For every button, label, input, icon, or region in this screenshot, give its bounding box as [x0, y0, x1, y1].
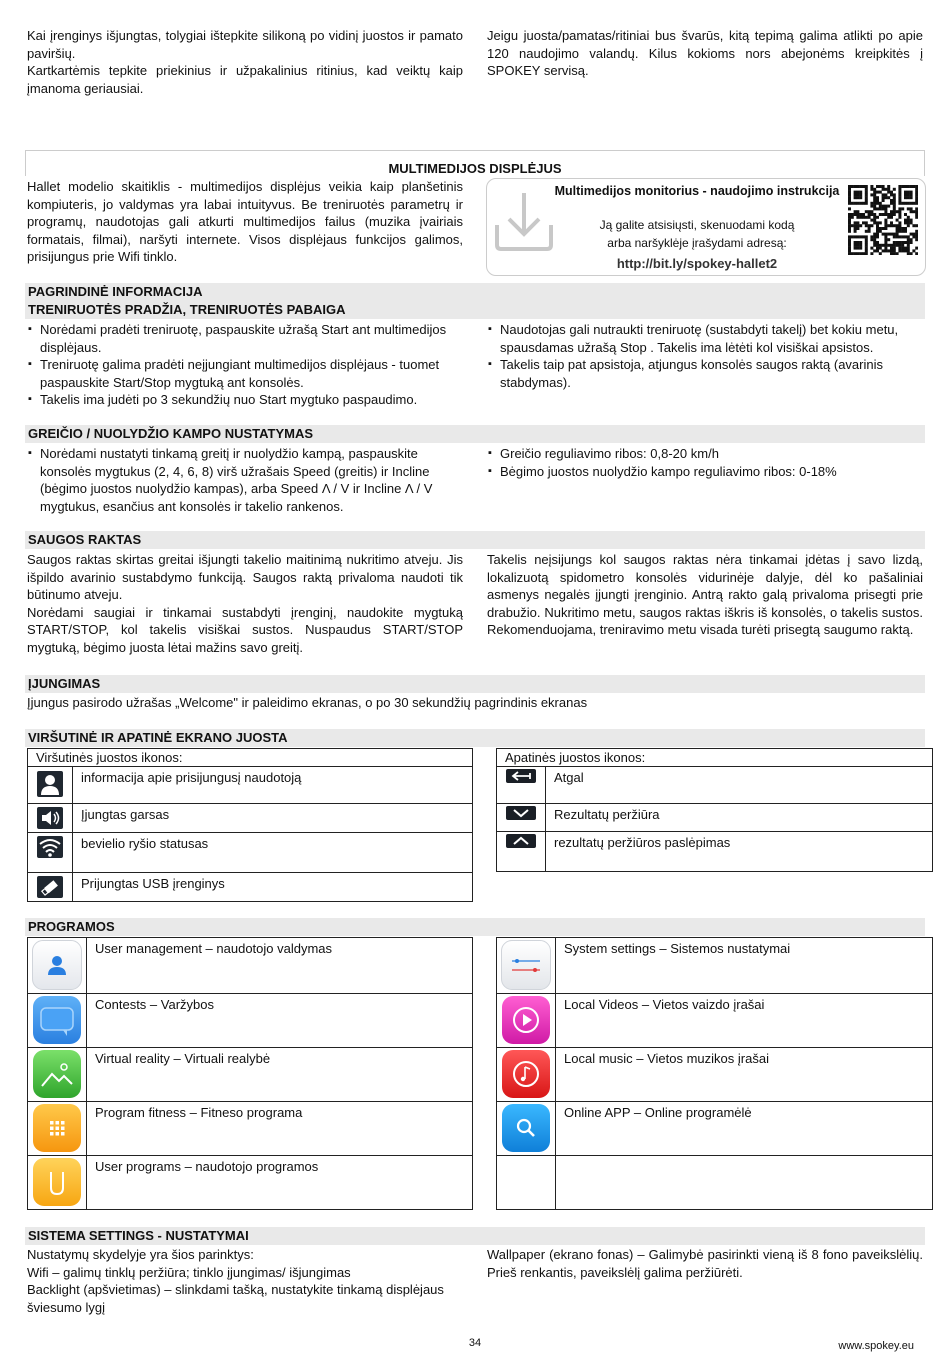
- safety-key-header: SAUGOS RAKTAS: [25, 531, 925, 549]
- user-programs-icon: [33, 1158, 81, 1206]
- list-item: ▪ Treniruotę galima pradėti neįjungiant multimedijos displėjaus - tuomet paspauskite Start/Stop mygtuką ant konsolės.: [27, 356, 463, 391]
- safety-key-text-left: Saugos raktas skirtas greitai išjungti takelio maitinimą nukritimo atveju. Jis išpildo avarinio sustabdymo funkciją. Saugos raktą privaloma naudoti tik būtinumo atveju. Norėdami saugiai ir tinkamai sustabdyti įrenginį, naudokite mygtuką START/STOP, kol takelis visiškai sustos. Nuspaudus START/STOP mygtuką, bėgimo juosta lėtai mažins savo greitį.: [27, 552, 463, 655]
- multimedia-text: Hallet modelio skaitiklis - multimedijos displėjus veikia kaip planšetinis kompiuteris, jo valdymas yra labai intuityvus. Be treniruotės parametrų ir programų, naudotojas gali atkurti multimedijos failus (muzika įvairiais formatais, filmai), naršyti internete. Visos displėjaus funkcijos galimos, prisijungus prie Wifi tinklo.: [27, 179, 463, 264]
- programs-table-left: [27, 937, 473, 1210]
- top-bar-item-label: Prijungtas USB įrenginys: [73, 873, 473, 902]
- top-bar-item-label: informacija apie prisijungusį naudotoją: [73, 767, 473, 804]
- programs-header: PROGRAMOS: [25, 918, 925, 936]
- local-videos-icon: [502, 996, 550, 1044]
- workout-start-header: TRENIRUOTĖS PRADŽIA, TRENIRUOTĖS PABAIGA: [25, 301, 925, 319]
- list-item: ▪ Norėdami nustatyti tinkamą greitį ir nuolydžio kampą, paspauskite konsolės mygtukus (2, 4, 6, 8) virš užrašais Speed (greitis) ir Incline (bėgimo juostos nuolydžio kampas), arba Speed Λ / V ir Incline Λ / V mygtukus, esančius ant konsolės ir takelio rankenos.: [27, 445, 463, 515]
- instruction-box-line2: arba naršyklėje įrašydami adresą:: [607, 236, 787, 250]
- bottom-bar-icons-table: [496, 748, 933, 872]
- program-label: Local music – Vietos muzikos įrašai: [556, 1048, 933, 1102]
- instruction-box-line1: Ją galite atsisiųsti, skenuodami kodą: [599, 218, 795, 232]
- chevron-up-icon: [506, 834, 536, 848]
- top-bar-item-label: bevielio ryšio statusas: [73, 833, 473, 873]
- instruction-url-link[interactable]: http://bit.ly/spokey-hallet2: [616, 256, 778, 271]
- program-label: System settings – Sistemos nustatymai: [556, 938, 933, 994]
- program-label: Local Videos – Vietos vaizdo įrašai: [556, 994, 933, 1048]
- bottom-bar-item-label: Atgal: [546, 767, 933, 804]
- program-label: User management – naudotojo valdymas: [87, 938, 473, 994]
- bottom-bar-item-label: Rezultatų peržiūra: [546, 804, 933, 832]
- top-bar-icons-table: [27, 748, 473, 902]
- list-item: ▪ Bėgimo juostos nuolydžio kampo reguliavimo ribos: 0-18%: [487, 463, 923, 481]
- program-label: Program fitness – Fitneso programa: [87, 1102, 473, 1156]
- list-item: ▪ Takelis ima judėti po 3 sekundžių nuo Start mygtuko paspaudimo.: [27, 391, 463, 409]
- program-label: Contests – Varžybos: [87, 994, 473, 1048]
- speed-range-list: [487, 445, 923, 480]
- sound-on-icon: [37, 807, 63, 829]
- system-settings-icon: [501, 940, 551, 990]
- chevron-down-icon: [506, 806, 536, 820]
- local-music-icon: [502, 1050, 550, 1098]
- list-item: ▪ Norėdami pradėti treniruotę, paspauskite užrašą Start ant multimedijos displėjaus.: [27, 321, 463, 356]
- workout-start-list: [27, 321, 463, 409]
- startup-text: Įjungus pasirodo užrašas „Welcome" ir paleidimo ekranas, o po 30 sekundžių pagrindinis ekranas: [27, 695, 588, 710]
- user-management-icon: [32, 940, 82, 990]
- list-item: ▪ Takelis taip pat apsistoja, atjungus konsolės saugos raktą (avarinis stabdymas).: [487, 356, 923, 391]
- maintenance-text-right: Jeigu juosta/pamatas/ritiniai bus švarūs, kitą tepimą galima atlikti po apie 120 naudojimo valandų. Kilus kokioms nors abejonėms kreipkitės į SPOKEY servisą.: [487, 28, 923, 78]
- qr-code-icon: [848, 185, 918, 258]
- maintenance-text-left: Kai įrenginys išjungtas, tolygiai ištepkite silikoną po vidinį juostos ir pamato paviršių. Kartkartėmis tepkite priekinius ir užpakalinius ritinius, kad veiktų kaip įmanoma geriausiai.: [27, 28, 463, 96]
- back-icon: [506, 769, 536, 783]
- program-label: Online APP – Online programėlė: [556, 1102, 933, 1156]
- download-icon: [493, 187, 555, 256]
- virtual-reality-icon: [33, 1050, 81, 1098]
- top-bar-caption: Viršutinės juostos ikonos:: [28, 749, 473, 767]
- multimedia-title: MULTIMEDIJOS DISPLĖJUS: [388, 161, 562, 176]
- section-divider: [25, 150, 925, 151]
- contests-icon: [33, 996, 81, 1044]
- wifi-icon: [37, 836, 63, 858]
- workout-stop-list: [487, 321, 923, 391]
- startup-header: ĮJUNGIMAS: [25, 675, 925, 693]
- safety-key-text-right: Takelis neįsijungs kol saugos raktas nėra tinkamai įdėtas į savo lizdą, lokalizuotą spidometro konsolės vidurinėje dalyje, dėl ko pašaliniai asmenys negalės įjungti įrenginio. Antrą rakto galą privaloma prisegti prie drabužio. Nukritimo metu, saugos raktas iškris iš konsolės, o takelis sustos. Rekomenduojama, treniravimo metu visada turėti prisegtą saugumo raktą.: [487, 552, 923, 637]
- basic-info-header: PAGRINDINĖ INFORMACIJA: [25, 283, 925, 301]
- screen-bars-header: VIRŠUTINĖ IR APATINĖ EKRANO JUOSTA: [25, 729, 925, 747]
- program-label-empty: [556, 1156, 933, 1210]
- programs-table-right: [496, 937, 933, 1210]
- bottom-bar-item-label: rezultatų peržiūros paslėpimas: [546, 832, 933, 872]
- speed-incline-header: GREIČIO / NUOLYDŽIO KAMPO NUSTATYMAS: [25, 425, 925, 443]
- footer-website-link[interactable]: www.spokey.eu: [838, 1340, 914, 1352]
- online-app-icon: [502, 1104, 550, 1152]
- program-label: User programs – naudotojo programos: [87, 1156, 473, 1210]
- instruction-box: [486, 178, 926, 276]
- settings-text-left: Nustatymų skydelyje yra šios parinktys: Wifi – galimų tinklų peržiūra; tinklo įjungimas/ išjungimas Backlight (apšvietimas) – slinkdami tašką, nustatykite tinkamą displėjaus šviesumo lygį: [27, 1247, 444, 1315]
- top-bar-item-label: Įjungtas garsas: [73, 804, 473, 833]
- settings-text-right: Wallpaper (ekrano fonas) – Galimybė pasirinkti vieną iš 8 fono paveikslėlių. Prieš renkantis, paveikslėlį galima peržiūrėti.: [487, 1247, 923, 1280]
- list-item: ▪ Naudotojas gali nutraukti treniruotę (sustabdyti takelį) bet kokiu metu, spausdamas užrašą Stop . Takelis ima lėtėti kol visiškai apsistos.: [487, 321, 923, 356]
- system-settings-header: SISTEMA SETTINGS - NUSTATYMAI: [25, 1227, 925, 1245]
- speed-incline-list: [27, 445, 463, 515]
- page-number: 34: [468, 1337, 482, 1349]
- bottom-bar-caption: Apatinės juostos ikonos:: [497, 749, 933, 767]
- program-label: Virtual reality – Virtuali realybė: [87, 1048, 473, 1102]
- user-icon: [37, 771, 63, 797]
- instruction-box-title: Multimedijos monitorius - naudojimo instrukcija: [554, 184, 840, 198]
- usb-icon: [37, 876, 63, 898]
- program-fitness-icon: [33, 1104, 81, 1152]
- list-item: ▪ Greičio reguliavimo ribos: 0,8-20 km/h: [487, 445, 923, 463]
